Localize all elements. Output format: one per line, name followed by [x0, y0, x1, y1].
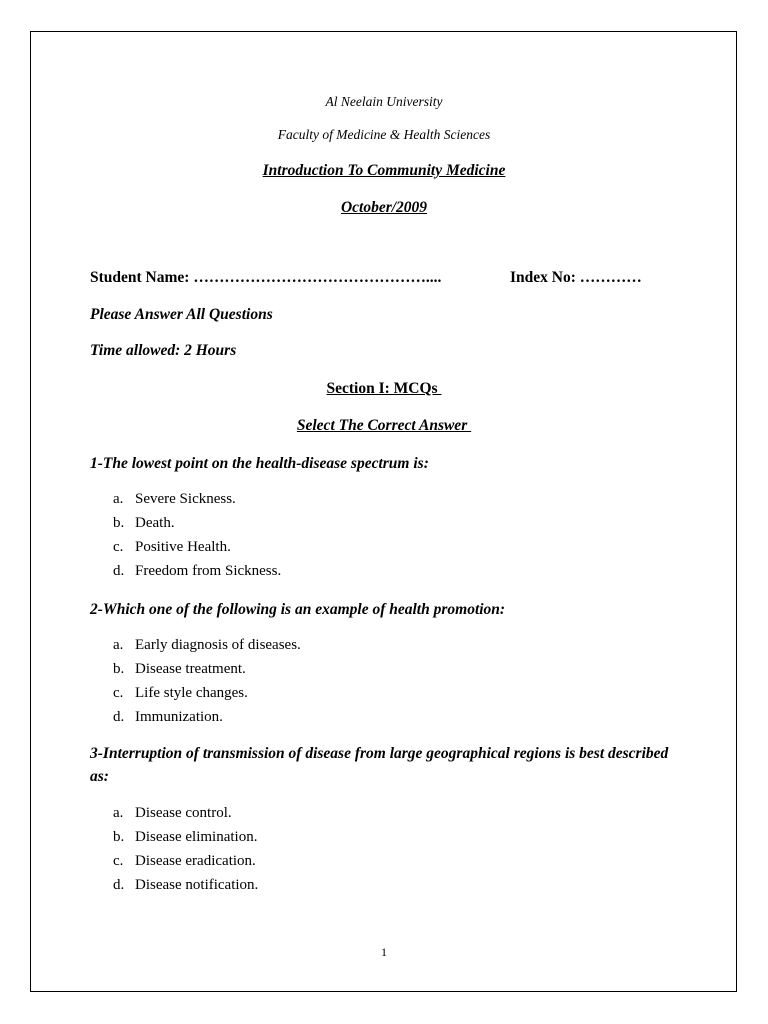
- section-subtitle: Select The Correct Answer: [296, 417, 472, 434]
- option-letter: b.: [113, 661, 125, 677]
- option-letter: c.: [113, 539, 124, 555]
- option-1b[interactable]: [113, 511, 281, 535]
- option-letter: a.: [113, 491, 124, 507]
- index-number-field[interactable]: Index No: …………: [510, 269, 642, 286]
- option-text: Disease notification.: [135, 877, 259, 893]
- option-2c[interactable]: [113, 681, 301, 705]
- question-1-text: 1-The lowest point on the health-disease spectrum is:: [90, 455, 429, 472]
- option-text: Disease eradication.: [135, 853, 256, 869]
- option-text: Life style changes.: [135, 685, 248, 701]
- option-letter: c.: [113, 853, 124, 869]
- option-text: Freedom from Sickness.: [135, 563, 282, 579]
- question-2-text: 2-Which one of the following is an example of health promotion:: [90, 601, 506, 618]
- faculty-name: Faculty of Medicine & Health Sciences: [277, 127, 491, 142]
- option-letter: b.: [113, 515, 125, 531]
- option-3a[interactable]: [113, 801, 258, 825]
- option-text: Severe Sickness.: [135, 491, 236, 507]
- option-text: Immunization.: [135, 709, 223, 725]
- option-1c[interactable]: [113, 535, 281, 559]
- option-text: Disease elimination.: [135, 829, 258, 845]
- option-1a[interactable]: [113, 487, 281, 511]
- option-text: Disease control.: [135, 805, 232, 821]
- instruction-time-allowed: Time allowed: 2 Hours: [90, 342, 237, 359]
- option-2b[interactable]: [113, 657, 301, 681]
- option-letter: d.: [113, 563, 125, 579]
- student-name-field[interactable]: Student Name: ………………………………………....: [90, 269, 442, 286]
- option-3c[interactable]: [113, 849, 258, 873]
- option-letter: d.: [113, 877, 125, 893]
- section-title: Section I: MCQs: [326, 380, 442, 397]
- option-3d[interactable]: [113, 873, 258, 897]
- question-2-options: [113, 633, 301, 729]
- option-text: Positive Health.: [135, 539, 231, 555]
- instruction-answer-all: Please Answer All Questions: [90, 306, 273, 323]
- option-1d[interactable]: [113, 559, 281, 583]
- option-2d[interactable]: [113, 705, 301, 729]
- option-letter: a.: [113, 637, 124, 653]
- question-1-options: [113, 487, 281, 583]
- option-letter: d.: [113, 709, 125, 725]
- question-3-text: 3-Interruption of transmission of disease from large geographical regions is best described as:: [90, 745, 669, 785]
- option-text: Disease treatment.: [135, 661, 246, 677]
- page-number: 1: [381, 945, 387, 959]
- option-letter: c.: [113, 685, 124, 701]
- university-name: Al Neelain University: [325, 94, 443, 109]
- option-text: Death.: [135, 515, 175, 531]
- course-title: Introduction To Community Medicine: [262, 162, 506, 179]
- option-text: Early diagnosis of diseases.: [135, 637, 301, 653]
- exam-date: October/2009: [340, 199, 428, 216]
- option-letter: a.: [113, 805, 124, 821]
- option-2a[interactable]: [113, 633, 301, 657]
- option-3b[interactable]: [113, 825, 258, 849]
- question-3-options: [113, 801, 258, 897]
- option-letter: b.: [113, 829, 125, 845]
